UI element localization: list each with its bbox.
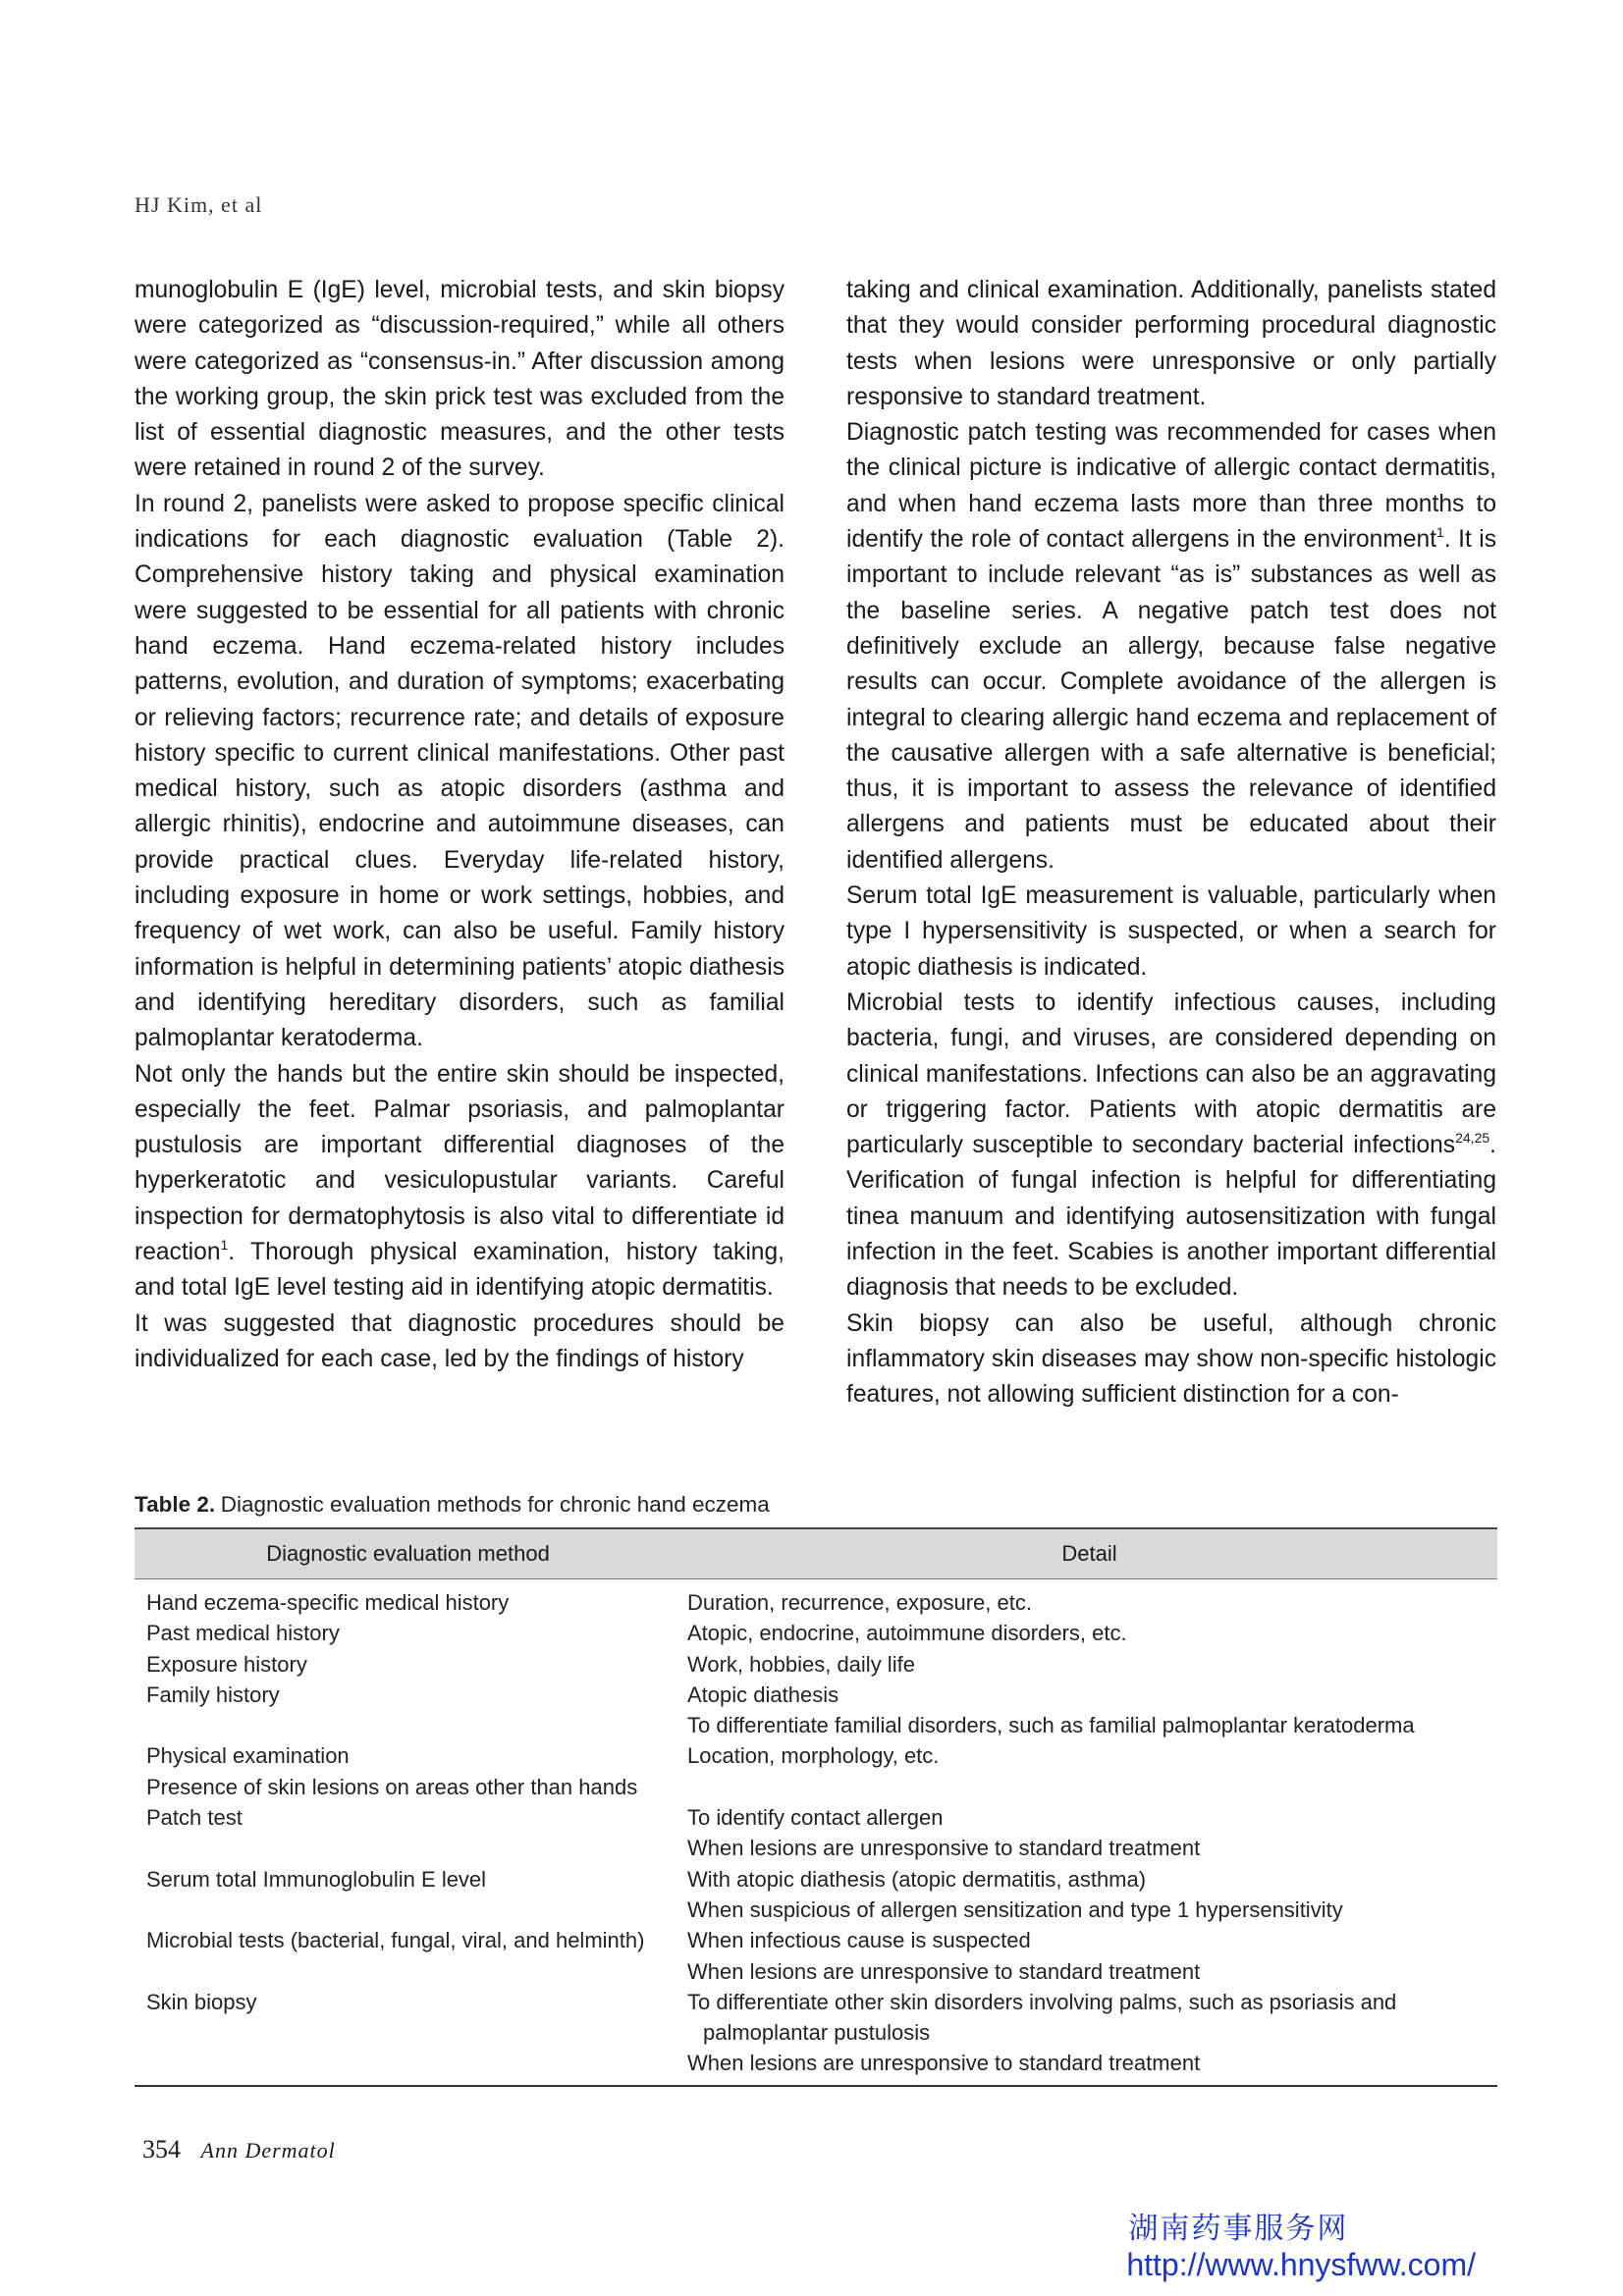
detail-line: palmoplantar pustulosis <box>703 2020 931 2046</box>
method-cell: Skin biopsy <box>146 1989 257 2014</box>
paragraph: In round 2, panelists were asked to propose specific clinical indications for each diagnostic evaluation (Table 2). Comprehensive history taking and physical examination were suggested to be essential for all patients with chronic hand eczema. Hand eczema-related history includes patterns, evolution, and duration of symptoms; exacerbating or relieving factors; recurrence rate; and details of exposure history specific to current clinical manifestations. Other past medical history, such as atopic disorders (asthma and allergic rhinitis), endocrine and autoimmune diseases, can provide practical clues. Everyday life-related history, including exposure in home or work settings, hobbies, and frequency of wet work, can also be useful. Family history information is helpful in determining patients’ atopic diathesis and identifying hereditary disorders, such as familial palmoplantar keratoderma. <box>135 490 784 1052</box>
detail-line: Atopic, endocrine, autoimmune disorders, etc. <box>687 1621 1127 1646</box>
table-row <box>135 1802 1497 1864</box>
citation-superscript: 24,25 <box>1455 1130 1490 1147</box>
running-head: HJ Kim, et al <box>135 192 263 217</box>
detail-line: Location, morphology, etc. <box>687 1743 940 1769</box>
method-cell: Exposure history <box>146 1651 307 1677</box>
detail-cell <box>681 1649 1497 1680</box>
table-header-row <box>135 1528 1497 1579</box>
paragraph-text: Microbial tests to identify infectious causes, including bacteria, fungi, and viruses, are considered depending on clinical manifestations. Infections can also be an aggravating or triggering factor. Patients with atopic dermatitis are particularly susceptible to secondary bacterial infections <box>846 988 1496 1159</box>
paragraph-text: . Verification of fungal infection is helpful for differentiating tinea manuum and identifying autosensitization with fungal infection in the feet. Scabies is another important differential diagnosis that needs to be excluded. <box>846 1132 1496 1302</box>
right-column <box>846 273 1496 1414</box>
method-cell: Microbial tests (bacterial, fungal, viral, and helminth) <box>146 1928 645 1953</box>
paragraph: Skin biopsy can also be useful, although chronic inflammatory skin diseases may show non-specific histologic features, not allowing sufficient distinction for a con- <box>846 1309 1496 1409</box>
table-row <box>135 1680 1497 1741</box>
watermark-chinese: 湖南药事服务网 <box>1128 2213 1349 2245</box>
detail-line: Work, hobbies, daily life <box>687 1651 915 1677</box>
detail-cell <box>681 1987 1497 2086</box>
citation-superscript: 1 <box>220 1237 229 1254</box>
table-row <box>135 1579 1497 1619</box>
detail-line: To differentiate other skin disorders involving palms, such as psoriasis and <box>687 1989 1397 2014</box>
detail-line: To identify contact allergen <box>687 1805 944 1831</box>
left-column <box>135 273 784 1377</box>
table-row <box>135 1864 1497 1926</box>
detail-cell <box>681 1772 1497 1802</box>
citation-superscript: 1 <box>1436 524 1444 541</box>
paragraph <box>135 1057 784 1307</box>
paragraph <box>846 986 1496 1307</box>
table-row <box>135 1925 1497 1987</box>
table-row <box>135 1649 1497 1680</box>
detail-line: To differentiate familial disorders, such as familial palmoplantar keratoderma <box>687 1713 1415 1738</box>
table-row <box>135 1618 1497 1648</box>
paragraph: Serum total IgE measurement is valuable, particularly when type I hypersensitivity is suspected, or when a search for atopic diathesis is indicated. <box>846 882 1496 981</box>
paragraph-text: Diagnostic patch testing was recommended for cases when the clinical picture is indicative of allergic contact dermatitis, and when hand eczema lasts more than three months to identify the role of contact allergens in the environment <box>846 419 1496 554</box>
paragraph-text: . Thorough physical examination, history taking, and total IgE level testing aid in identifying atopic dermatitis. <box>135 1239 784 1302</box>
table-row <box>135 1772 1497 1802</box>
detail-cell <box>681 1864 1497 1926</box>
method-cell: Serum total Immunoglobulin E level <box>146 1866 487 1892</box>
paragraph: taking and clinical examination. Additionally, panelists stated that they would consider performing procedural diagnostic tests when lesions were unresponsive or only partially responsive to standard treatment. <box>846 277 1496 410</box>
detail-line: Duration, recurrence, exposure, etc. <box>687 1590 1032 1615</box>
detail-line: Atopic diathesis <box>687 1682 839 1707</box>
method-cell: Presence of skin lesions on areas other than hands <box>146 1774 638 1799</box>
diagnostic-methods-table <box>135 1527 1497 2087</box>
page-footer <box>142 2135 336 2164</box>
method-cell: Past medical history <box>146 1621 340 1646</box>
watermark-url[interactable]: http://www.hnysfww.com/ <box>1126 2247 1476 2282</box>
table-2 <box>135 1492 1497 2087</box>
detail-line: When lesions are unresponsive to standard treatment <box>687 1958 1201 1984</box>
header-method: Diagnostic evaluation method <box>135 1528 681 1579</box>
detail-cell <box>681 1579 1497 1619</box>
method-cell: Physical examination <box>146 1743 350 1769</box>
paragraph-text: Not only the hands but the entire skin should be inspected, especially the feet. Palmar psoriasis, and palmoplantar pustulosis are important differential diagnoses of the hyperkeratotic and vesiculopustular variants. Careful inspection for dermatophytosis is also vital to differentiate id reaction <box>135 1060 784 1266</box>
table-caption <box>135 1492 1497 1518</box>
detail-cell <box>681 1680 1497 1741</box>
method-cell: Hand eczema-specific medical history <box>146 1590 510 1615</box>
detail-cell <box>681 1618 1497 1648</box>
journal-name: Ann Dermatol <box>200 2138 336 2163</box>
table-label: Table 2. <box>135 1492 216 1517</box>
detail-line: When suspicious of allergen sensitization and type 1 hypersensitivity <box>687 1896 1343 1922</box>
detail-cell <box>681 1802 1497 1864</box>
detail-cell <box>681 1925 1497 1987</box>
detail-cell <box>681 1740 1497 1771</box>
method-cell: Patch test <box>146 1805 243 1831</box>
paragraph: munoglobulin E (IgE) level, microbial tests, and skin biopsy were categorized as “discussion-required,” while all others were categorized as “consensus-in.” After discussion among the working group, the skin prick test was excluded from the list of essential diagnostic measures, and the other tests were retained in round 2 of the survey. <box>135 277 784 482</box>
watermark <box>1126 2204 1476 2283</box>
header-detail: Detail <box>681 1528 1497 1579</box>
method-cell: Family history <box>146 1682 280 1707</box>
paragraph-text: . It is important to include relevant “as is” substances as well as the baseline series. A negative patch test does not definitively exclude an allergy, because false negative results can occur. Complete avoidance of the allergen is integral to clearing allergic hand eczema and replacement of the causative allergen with a safe alternative is beneficial; thus, it is important to assess the relevance of identified allergens and patients must be educated about their identified allergens. <box>846 526 1496 874</box>
detail-line: When infectious cause is suspected <box>687 1928 1031 1953</box>
paragraph <box>846 415 1496 879</box>
detail-line: When lesions are unresponsive to standard treatment <box>687 2051 1201 2076</box>
paragraph: It was suggested that diagnostic procedures should be individualized for each case, led by the findings of history <box>135 1309 784 1372</box>
table-caption-text: Diagnostic evaluation methods for chronic hand eczema <box>220 1492 770 1517</box>
detail-line: When lesions are unresponsive to standard treatment <box>687 1836 1201 1861</box>
page-number: 354 <box>142 2135 181 2163</box>
detail-line: With atopic diathesis (atopic dermatitis, asthma) <box>687 1866 1147 1892</box>
table-body <box>135 1579 1497 2086</box>
table-row <box>135 1987 1497 2086</box>
table-row <box>135 1740 1497 1771</box>
